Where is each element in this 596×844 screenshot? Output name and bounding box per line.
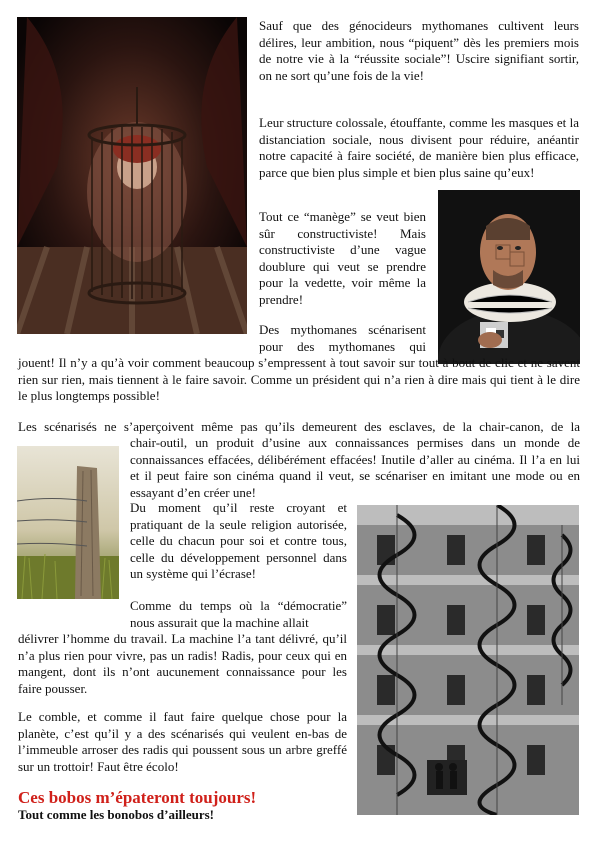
paragraph-4-rest: jouent! Il n’y a qu’à voir comment beaucoup s’empressent à tout savoir sur tout à bout de clic et ne savent rien sur rien, mais tiennent à le faire savoir. Comme un président qui n’a rien à dire mais qui tient à le dire le plus longtemps possible!: [18, 355, 580, 403]
paragraph-5-rest: chair-outil, un produit d’usine aux connaissances permises dans un monde de connaissances effacées, délibérément effacées! Inutile d’aller au cinéma. Il l’a en lui et il peut faire son cinéma quand il veut, se scénariser en imitant une mode ou en essayant d’en créer une!: [130, 435, 580, 500]
paragraph-7-rest: délivrer l’homme du travail. La machine l’a tant délivré, qu’il n’a plus rien pour vivre, pas un radis! Radis, pour ceux qui en mangent, dont ils n’ont aucunement connaissance pour les faire pousser.: [18, 631, 347, 696]
paragraph-7-start: Comme du temps où la “démocratie” nous assurait que la machine allait: [130, 598, 347, 630]
paragraph-5-start: Les scénarisés ne s’aperçoivent même pas qu’ils demeurent des esclaves, de la chair-canon, de la: [18, 419, 580, 434]
paragraph-8: Le comble, et comme il faut faire quelque chose pour la planète, c’est qu’il y a des scénarisés qui veulent en-bas de l’immeuble arroser des radis qui poussent sous un arbre greffé sur un trottoir! Faut être écolo!: [18, 709, 347, 774]
paragraph-3: Tout ce “manège” se veut bien sûr constructiviste! Mais constructiviste d’une vague doublure qui veut se prendre pour la vedette, voir même la prendre!: [259, 209, 426, 307]
circus-cage-photo: [17, 17, 247, 334]
spiral-staircases-photo: [357, 505, 579, 815]
closing-title: Ces bobos m’épateront toujours!: [18, 788, 257, 807]
puzzle-face-portrait: [438, 190, 580, 364]
paragraph-1: Sauf que des génocideurs mythomanes cultivent leurs délires, leur ambition, nous “piquent” dès les premiers mois de notre vie à la “réussite sociale”! Uscire signifiant sortir, on ne sort qu’une fois de la vie!: [259, 18, 579, 83]
closing-subtitle: Tout comme les bonobos d’ailleurs!: [18, 807, 214, 822]
barbed-wire-post-photo: [17, 446, 119, 599]
paragraph-6: Du moment qu’il reste croyant et pratiquant de la seule religion autorisée, celle du chacun pour soi et contre tous, celle du développement personnel dans un système qui l’écrase!: [130, 500, 347, 581]
paragraph-4-start: Des mythomanes scénarisent pour des mythomanes qui: [259, 322, 426, 354]
paragraph-2: Leur structure colossale, étouffante, comme les masques et la distanciation sociale, nous divisent pour réduire, anéantir notre capacité à faire société, de manière bien plus efficace, parce que bien plus simple et bien plus saine qu’eux!: [259, 115, 579, 180]
